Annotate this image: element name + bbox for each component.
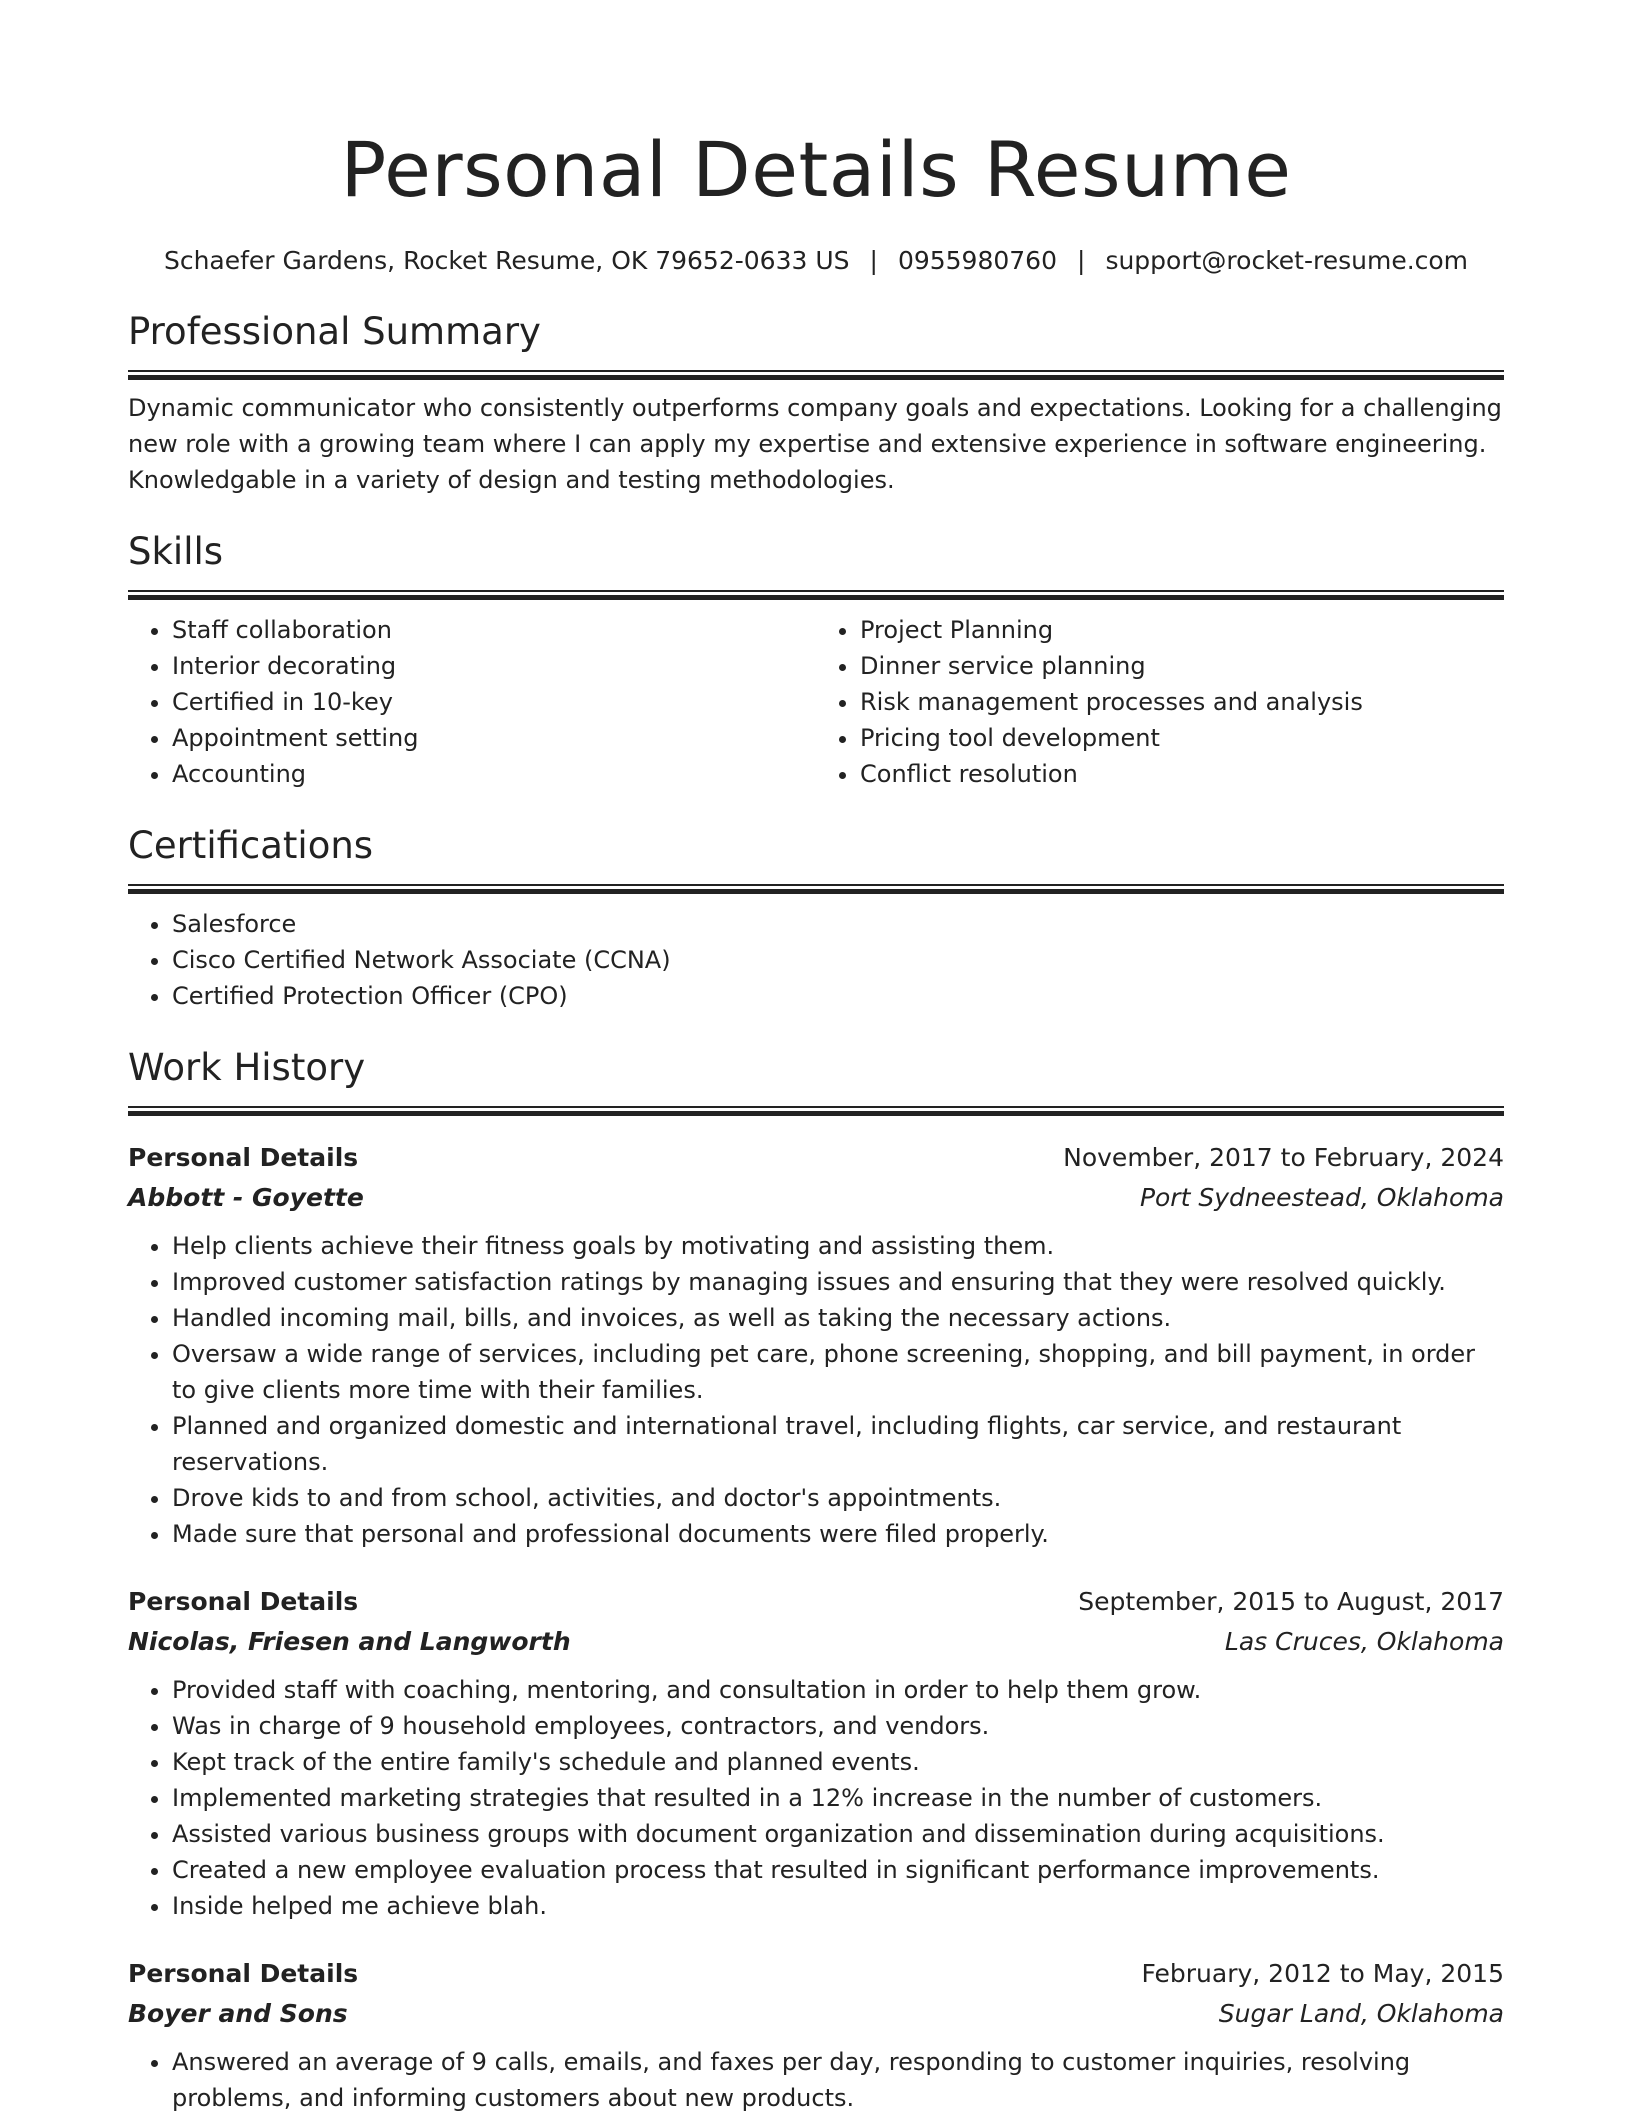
summary-text: Dynamic communicator who consistently outperforms company goals and expectations. Looking for a challenging new role with a growing team where I can apply my expertise and extensive experience in software engineering. Knowledgable in a variety of design and testing methodologies. bbox=[128, 394, 1502, 494]
job-bullet: • Assisted various business groups with document organization and dissemination during acquisitions. bbox=[172, 1816, 1504, 1852]
skills-list-right bbox=[816, 612, 1504, 792]
job-bullet: • Implemented marketing strategies that resulted in a 12% increase in the number of customers. bbox=[172, 1780, 1504, 1816]
job-bullets bbox=[128, 2044, 1504, 2116]
work-history-section bbox=[128, 1044, 1504, 2116]
job-company: Boyer and Sons bbox=[128, 1999, 348, 2028]
skill-item: • Pricing tool development bbox=[860, 720, 1504, 756]
job-title: Personal Details bbox=[128, 1959, 359, 1988]
skill-item: • Certified in 10-key bbox=[172, 684, 816, 720]
summary-section bbox=[128, 308, 1504, 498]
skill-item: • Dinner service planning bbox=[860, 648, 1504, 684]
job-bullet: • Improved customer satisfaction ratings by managing issues and ensuring that they were resolved quickly. bbox=[172, 1264, 1504, 1300]
job-bullets bbox=[128, 1672, 1504, 1924]
job-bullet: • Was in charge of 9 household employees, contractors, and vendors. bbox=[172, 1708, 1504, 1744]
skill-item: • Conflict resolution bbox=[860, 756, 1504, 792]
job-company: Abbott - Goyette bbox=[128, 1183, 364, 1212]
section-divider bbox=[128, 370, 1504, 380]
skill-item: • Staff collaboration bbox=[172, 612, 816, 648]
job-dates: November, 2017 to February, 2024 bbox=[1063, 1143, 1504, 1172]
page-title: Personal Details Resume bbox=[340, 125, 1292, 214]
skill-item: • Risk management processes and analysis bbox=[860, 684, 1504, 720]
job-bullet: • Oversaw a wide range of services, including pet care, phone screening, shopping, and bill payment, in order to give clients more time with their families. bbox=[172, 1336, 1504, 1408]
job-entry bbox=[128, 1582, 1504, 1924]
section-divider bbox=[128, 884, 1504, 894]
certifications-section bbox=[128, 822, 1504, 1014]
job-dates: February, 2012 to May, 2015 bbox=[1141, 1959, 1504, 1988]
job-company-row bbox=[128, 1178, 1504, 1218]
job-bullet: • Provided staff with coaching, mentoring, and consultation in order to help them grow. bbox=[172, 1672, 1504, 1708]
job-header-row bbox=[128, 1582, 1504, 1622]
job-entry bbox=[128, 1954, 1504, 2116]
job-bullet: • Created a new employee evaluation process that resulted in significant performance improvements. bbox=[172, 1852, 1504, 1888]
work-history-heading: Work History bbox=[128, 1046, 366, 1089]
job-bullet: • Inside helped me achieve blah. bbox=[172, 1888, 1504, 1924]
skill-item: • Project Planning bbox=[860, 612, 1504, 648]
contact-email: support@rocket-resume.com bbox=[1105, 246, 1469, 275]
job-bullet: • Planned and organized domestic and international travel, including flights, car service, and restaurant reservations. bbox=[172, 1408, 1504, 1480]
job-bullet: • Made sure that personal and professional documents were filed properly. bbox=[172, 1516, 1504, 1552]
job-company-row bbox=[128, 1622, 1504, 1662]
contact-address: Schaefer Gardens, Rocket Resume, OK 79652-0633 US bbox=[163, 246, 850, 275]
skills-section bbox=[128, 528, 1504, 792]
skills-heading: Skills bbox=[128, 530, 224, 573]
certifications-heading: Certifications bbox=[128, 824, 374, 867]
job-company: Nicolas, Friesen and Langworth bbox=[128, 1627, 571, 1656]
job-title: Personal Details bbox=[128, 1143, 359, 1172]
contact-separator: | bbox=[869, 246, 878, 275]
contact-separator: | bbox=[1077, 246, 1086, 275]
section-divider bbox=[128, 590, 1504, 600]
job-bullets bbox=[128, 1228, 1504, 1552]
certification-item: • Certified Protection Officer (CPO) bbox=[172, 978, 1504, 1014]
job-entry bbox=[128, 1138, 1504, 1552]
job-dates: September, 2015 to August, 2017 bbox=[1078, 1587, 1504, 1616]
contact-phone: 0955980760 bbox=[897, 246, 1057, 275]
job-bullet: • Help clients achieve their fitness goals by motivating and assisting them. bbox=[172, 1228, 1504, 1264]
certification-item: • Cisco Certified Network Associate (CCNA) bbox=[172, 942, 1504, 978]
job-header-row bbox=[128, 1138, 1504, 1178]
skill-item: • Accounting bbox=[172, 756, 816, 792]
skill-item: • Interior decorating bbox=[172, 648, 816, 684]
job-title: Personal Details bbox=[128, 1587, 359, 1616]
skill-item: • Appointment setting bbox=[172, 720, 816, 756]
job-location: Las Cruces, Oklahoma bbox=[1224, 1627, 1504, 1656]
certification-item: • Salesforce bbox=[172, 906, 1504, 942]
job-bullet: • Handled incoming mail, bills, and invoices, as well as taking the necessary actions. bbox=[172, 1300, 1504, 1336]
summary-heading: Professional Summary bbox=[128, 310, 541, 353]
skills-list-left bbox=[128, 612, 816, 792]
section-divider bbox=[128, 1106, 1504, 1116]
skills-columns bbox=[128, 600, 1504, 792]
job-location: Sugar Land, Oklahoma bbox=[1218, 1999, 1504, 2028]
job-header-row bbox=[128, 1954, 1504, 1994]
contact-line bbox=[128, 244, 1504, 278]
job-bullet: • Kept track of the entire family's schedule and planned events. bbox=[172, 1744, 1504, 1780]
certifications-list bbox=[128, 906, 1504, 1014]
job-bullet: • Drove kids to and from school, activities, and doctor's appointments. bbox=[172, 1480, 1504, 1516]
job-company-row bbox=[128, 1994, 1504, 2034]
job-bullet: • Answered an average of 9 calls, emails, and faxes per day, responding to customer inquiries, resolving problems, and informing customers about new products. bbox=[172, 2044, 1504, 2116]
job-location: Port Sydneestead, Oklahoma bbox=[1139, 1183, 1504, 1212]
